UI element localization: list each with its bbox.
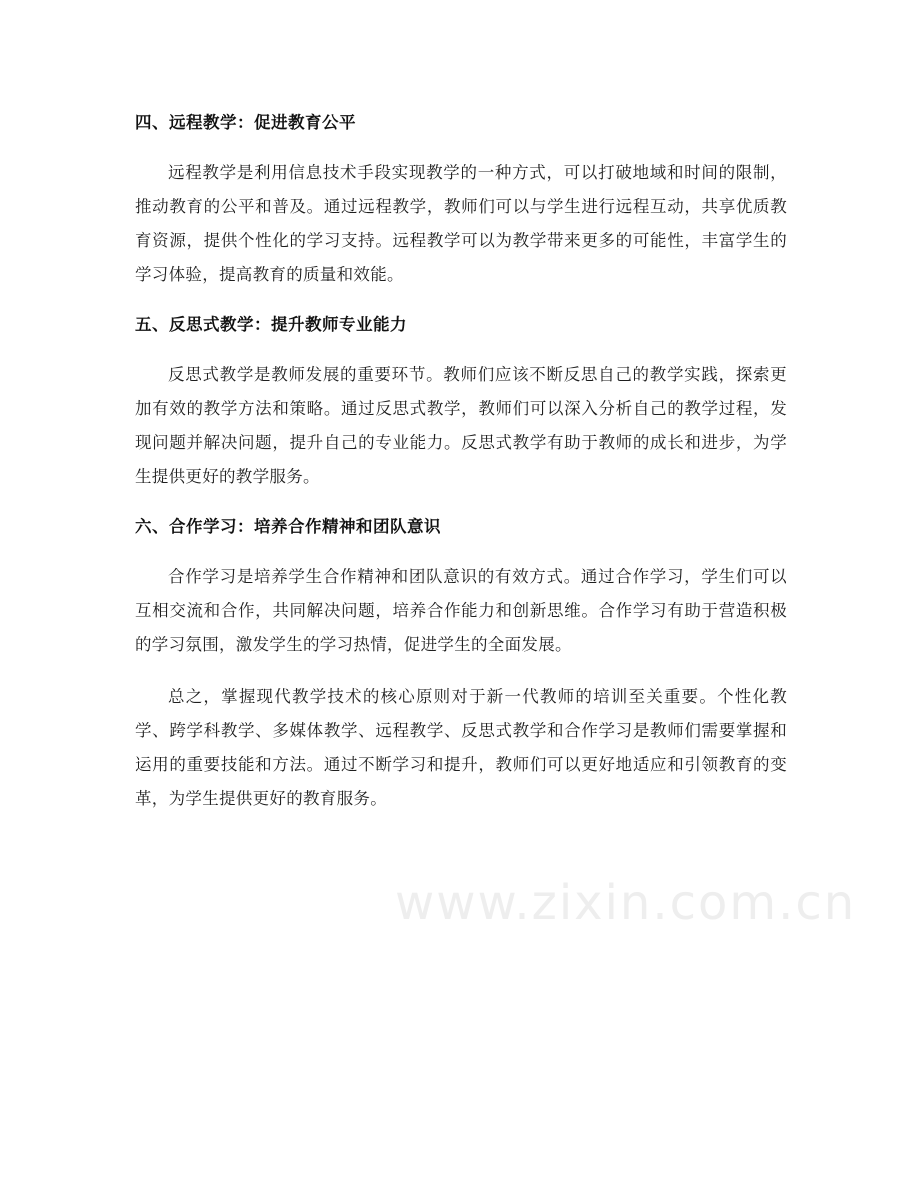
paragraph-reflective-teaching: 反思式教学是教师发展的重要环节。教师们应该不断反思自己的教学实践，探索更加有效的教学方法和策略。通过反思式教学，教师们可以深入分析自己的教学过程，发现问题并解决问题，提升自己的专业能力。反思式教学有助于教师的成长和进步，为学生提供更好的教学服务。 xyxy=(135,365,787,486)
paragraph-conclusion: 总之，掌握现代教学技术的核心原则对于新一代教师的培训至关重要。个性化教学、跨学科教学、多媒体教学、远程教学、反思式教学和合作学习是教师们需要掌握和运用的重要技能和方法。通过不断学习和提升，教师们可以更好地适应和引领教育的变革，为学生提供更好的教育服务。 xyxy=(135,687,787,808)
section-title-remote-teaching: 四、远程教学：促进教育公平 xyxy=(135,113,356,132)
paragraph-remote-teaching: 远程教学是利用信息技术手段实现教学的一种方式，可以打破地域和时间的限制，推动教育的公平和普及。通过远程教学，教师们可以与学生进行远程互动，共享优质教育资源，提供个性化的学习支持。远程教学可以为教学带来更多的可能性，丰富学生的学习体验，提高教育的质量和效能。 xyxy=(135,163,787,284)
section-title-reflective-teaching: 五、反思式教学：提升教师专业能力 xyxy=(135,315,407,334)
document-body xyxy=(135,108,787,834)
watermark: www.zixin.com.cn xyxy=(395,875,857,931)
paragraph-cooperative-learning: 合作学习是培养学生合作精神和团队意识的有效方式。通过合作学习，学生们可以互相交流和合作，共同解决问题，培养合作能力和创新思维。合作学习有助于营造积极的学习氛围，激发学生的学习热情，促进学生的全面发展。 xyxy=(135,567,787,654)
section-title-cooperative-learning: 六、合作学习：培养合作精神和团队意识 xyxy=(135,517,441,536)
